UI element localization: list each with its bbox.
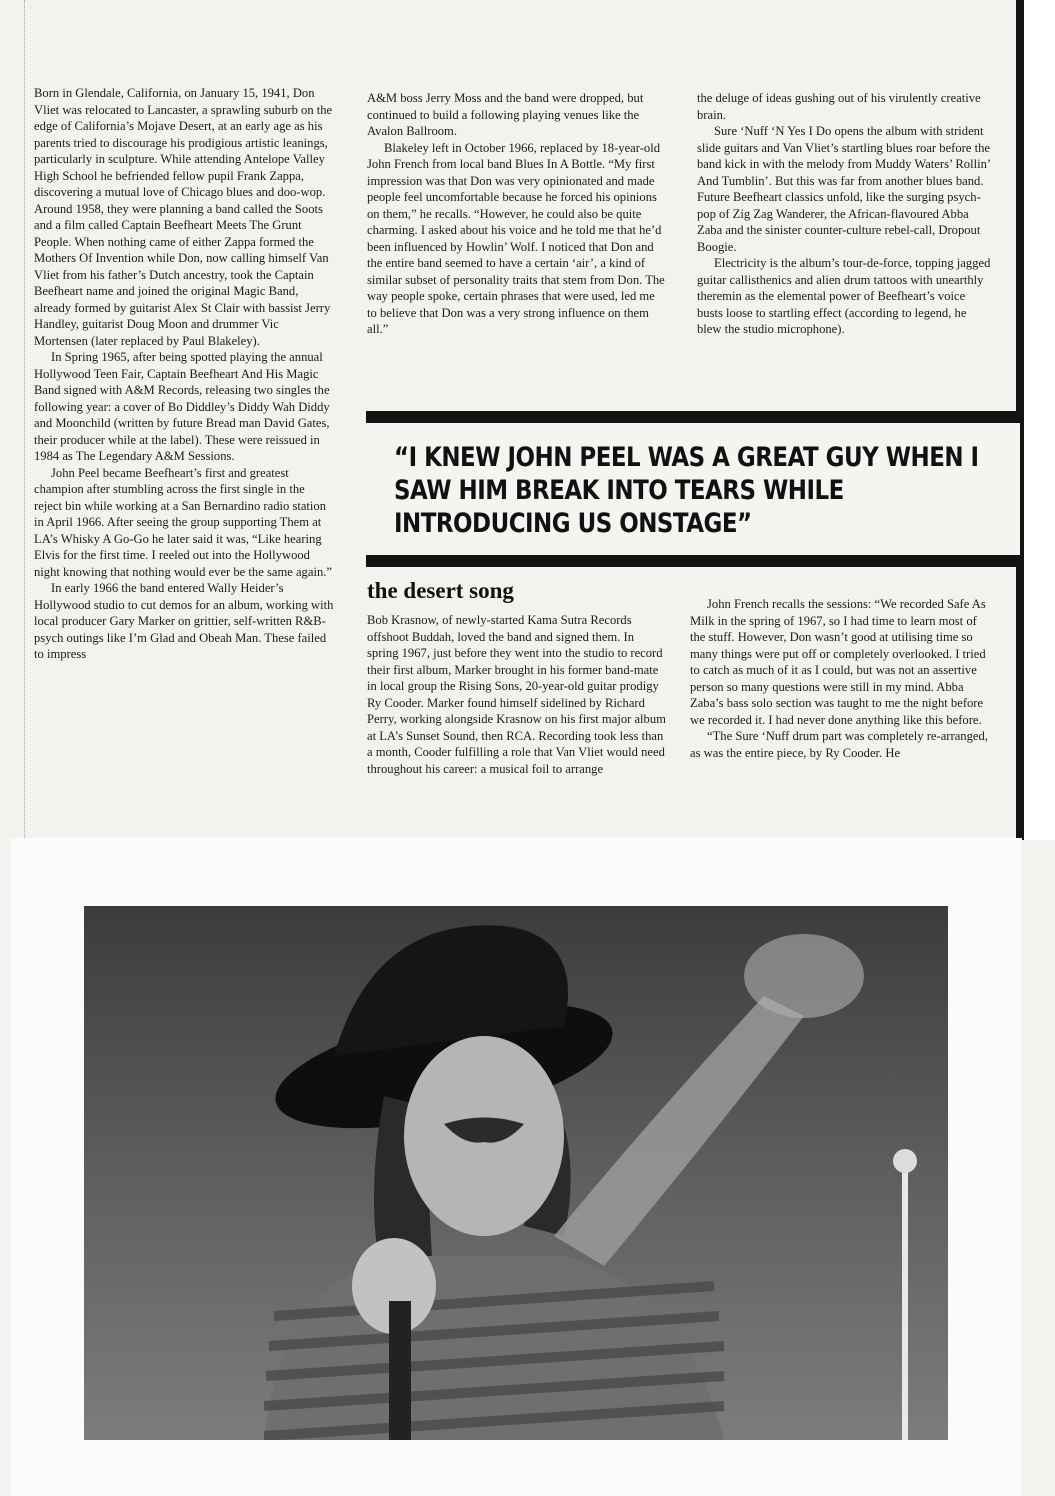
article-column-2 — [367, 90, 667, 338]
paragraph: In early 1966 the band entered Wally Heider’s Hollywood studio to cut demos for an album, working with local producer Gary Marker on grittier, self-written R&B-psych outings like I’m Glad and Obeah Man. These failed to impress — [34, 581, 334, 661]
paragraph: Sure ‘Nuff ‘N Yes I Do opens the album with strident slide guitars and Van Vliet’s startling blues roar before the band kick in with the melody from Muddy Waters’ Rollin’ And Tumblin’. But this was far from another blues band. Future Beefheart classics unfold, like the surging psych-pop of Zig Zag Wanderer, the African-flavoured Abba Zaba and the sinister counter-culture rebel-call, Dropout Boogie. — [697, 124, 991, 254]
pull-quote-text: “I KNEW JOHN PEEL WAS A GREAT GUY WHEN I SAW HIM BREAK INTO TEARS WHILE INTRODUCING US ONSTAGE” — [394, 442, 979, 539]
left-margin-rule — [24, 0, 25, 838]
paragraph: John French recalls the sessions: “We recorded Safe As Milk in the spring of 1967, so I had time to learn most of the stuff. However, Don wasn’t good at utilising time so many things were put off or completely overlooked. I tried to catch as much of it as I could, but was not an assertive person so many questions were still in my mind. Abba Zaba’s bass solo section was taught to me the night before we recorded it. I had never done anything like this before. — [690, 597, 986, 727]
page-edge-bar — [1016, 0, 1055, 840]
paragraph: Bob Krasnow, of newly-started Kama Sutra Records offshoot Buddah, loved the band and signed them. In spring 1967, just before they went into the studio to record their first album, Marker brought in his former band-mate in local group the Rising Sons, 20-year-old guitar prodigy Ry Cooder. Marker found himself sidelined by Richard Perry, working alongside Krasnow on his first major album at LA’s Sunset Sound, then RCA. Recording took less than a month, Cooder fulfilling a role that Van Vliet would need throughout his career: a musical foil to arrange — [367, 613, 666, 776]
article-column-3 — [697, 90, 993, 338]
paragraph: In Spring 1965, after being spotted playing the annual Hollywood Teen Fair, Captain Beefheart And His Magic Band signed with A&M Records, releasing two singles the following year: a cover of Bo Diddley’s Diddy Wah Diddy and Moonchild (written by future Bread man David Gates, their producer while at the label). These were reissued in 1984 as The Legendary A&M Sessions. — [34, 350, 330, 463]
pull-quote — [366, 411, 1020, 567]
performer-photo-illustration — [84, 906, 948, 1440]
paragraph: the deluge of ideas gushing out of his virulently creative brain. — [697, 91, 981, 122]
paragraph: “The Sure ‘Nuff drum part was completely re-arranged, as was the entire piece, by Ry Cooder. He — [690, 729, 988, 760]
paragraph: A&M boss Jerry Moss and the band were dropped, but continued to build a following playing venues like the Avalon Ballroom. — [367, 91, 644, 138]
section-heading: the desert song — [367, 578, 514, 603]
paragraph: John Peel became Beefheart’s first and greatest champion after stumbling across the first single in the reject bin while working at a San Bernardino radio station in April 1966. After seeing the group supporting Them at LA’s Whisky A Go-Go he later said it was, “Like hearing Elvis for the first time. I reeled out into the Hollywood night knowing that nothing would ever be the same again.” — [34, 465, 332, 579]
paragraph: Born in Glendale, California, on January 15, 1941, Don Vliet was relocated to Lancaster, a sprawling suburb on the edge of California’s Mojave Desert, at an early age as his parents tried to discourage his prodigious artistic leanings, particularly in sculpture. While attending Antelope Valley High School he befriended fellow pupil Frank Zappa, discovering a mutual love of Chicago blues and doo-wop. Around 1958, they were planning a band called the Soots and a film called Captain Beefheart Meets The Grunt People. When nothing came of either Zappa formed the Mothers Of Invention while Don, now calling himself Van Vliet from his father’s Dutch ancestry, took the Captain Beefheart name and joined the original Magic Band, already formed by guitarist Alex St Clair with bassist Jerry Handley, guitarist Doug Moon and drummer Vic Mortensen (later replaced by Paul Blakeley). — [34, 86, 333, 348]
paragraph: Electricity is the album’s tour-de-force, topping jagged guitar callisthenics and alien drum tattoos with unearthly theremin as the elemental power of Beefheart’s voice busts loose to startling effect (according to legend, he blew the studio microphone). — [697, 256, 991, 336]
paragraph: Blakeley left in October 1966, replaced by 18-year-old John French from local band Blues In A Bottle. “My first impression was that Don was very opinionated and made people feel uncomfortable because he forced his opinions on them,” he recalls. “However, he could also be quite charming. I asked about his voice and he told me that he’d been influenced by Howlin’ Wolf. I noticed that Don and the entire band seemed to have a certain ‘air’, a kind of similar subset of personality traits that stem from Don. The way people spoke, certain phrases that were used, led me to believe that Don was a very strong influence on them all.” — [367, 140, 665, 336]
article-column-4 — [367, 612, 667, 777]
article-column-1 — [34, 85, 334, 663]
performer-photo — [84, 906, 948, 1440]
article-column-5 — [690, 596, 990, 761]
